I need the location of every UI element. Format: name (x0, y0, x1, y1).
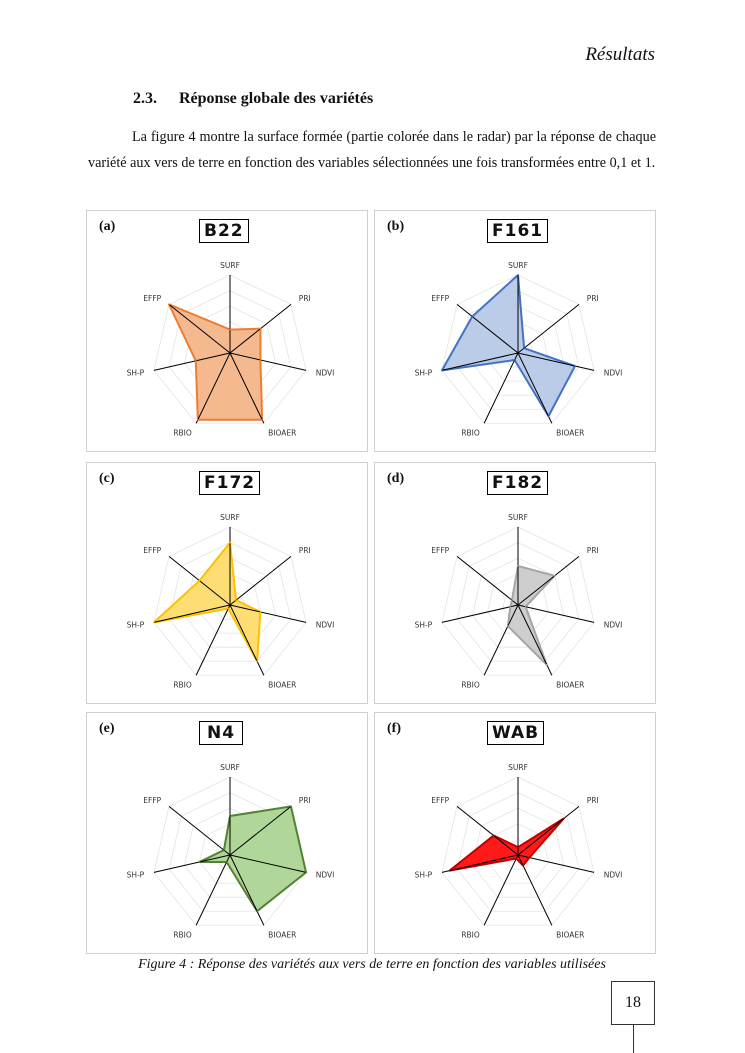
axis-label-bioaer: BIOAER (268, 680, 297, 690)
data-point-pri (523, 347, 525, 349)
data-point-pri (563, 818, 565, 820)
data-point-effp (493, 835, 495, 837)
panel-letter: (e) (99, 721, 115, 736)
data-point-pri (235, 599, 237, 601)
axis-label-pri: PRI (586, 294, 599, 304)
data-point-pri (260, 328, 262, 330)
axis-label-ndvi: NDVI (603, 620, 623, 630)
variety-name: N4 (199, 721, 243, 745)
axis-label-sh-p: SH-P (126, 620, 145, 630)
axis-label-pri: PRI (586, 546, 599, 556)
axis-label-effp: EFFP (143, 796, 162, 806)
axis-line-rbio (484, 605, 518, 675)
radar-chart (375, 713, 657, 955)
axis-label-sh-p: SH-P (414, 870, 433, 880)
radar-panel-wab (374, 712, 656, 954)
axis-label-sh-p: SH-P (414, 368, 433, 378)
variety-name: F172 (199, 471, 260, 495)
page-number: 18 (611, 981, 655, 1025)
data-point-sh-p (441, 370, 443, 372)
series-area (169, 304, 262, 419)
axis-label-effp: EFFP (431, 294, 450, 304)
data-point-bioaer (256, 910, 258, 912)
data-point-bioaer (261, 419, 263, 421)
axis-line-rbio (196, 605, 230, 675)
variety-name: F161 (487, 219, 548, 243)
axis-label-rbio: RBIO (461, 680, 480, 690)
data-point-rbio (226, 861, 228, 863)
axis-label-ndvi: NDVI (315, 368, 335, 378)
data-point-effp (199, 580, 201, 582)
axis-label-surf: SURF (220, 763, 240, 772)
data-point-ndvi (525, 606, 527, 608)
axis-label-pri: PRI (298, 796, 311, 806)
data-point-rbio (507, 625, 509, 627)
radar-panel-n4 (86, 712, 368, 954)
data-point-bioaer (548, 415, 550, 417)
data-point-rbio (197, 419, 199, 421)
data-point-ndvi (574, 365, 576, 367)
axis-label-ndvi: NDVI (603, 870, 623, 880)
axis-label-pri: PRI (298, 294, 311, 304)
data-point-rbio (514, 359, 516, 361)
axis-label-sh-p: SH-P (414, 620, 433, 630)
data-point-pri (290, 806, 292, 808)
page-number-rule (633, 1025, 634, 1053)
panel-letter: (f) (387, 721, 401, 736)
axis-label-rbio: RBIO (173, 428, 192, 438)
axis-label-surf: SURF (508, 513, 528, 522)
data-point-sh-p (195, 360, 197, 362)
variety-name: B22 (199, 219, 249, 243)
axis-label-pri: PRI (586, 796, 599, 806)
data-point-pri (554, 575, 556, 577)
axis-label-effp: EFFP (143, 546, 162, 556)
section-number: 2.3. (133, 90, 157, 107)
data-point-effp (223, 849, 225, 851)
axis-label-surf: SURF (508, 261, 528, 270)
data-point-surf (517, 274, 519, 276)
radar-panel-f182 (374, 462, 656, 704)
data-point-rbio (516, 858, 518, 860)
data-point-sh-p (153, 622, 155, 624)
axis-label-bioaer: BIOAER (556, 428, 585, 438)
panel-letter: (a) (99, 219, 116, 234)
data-point-surf (229, 329, 231, 331)
data-point-surf (229, 815, 231, 817)
axis-label-effp: EFFP (431, 796, 450, 806)
data-point-ndvi (305, 872, 307, 874)
data-point-sh-p (510, 606, 512, 608)
figure-caption: Figure 4 : Réponse des variétés aux vers de terre en fonction des variables utilisées (138, 957, 606, 972)
data-point-effp (511, 599, 513, 601)
axis-label-surf: SURF (220, 513, 240, 522)
axis-label-effp: EFFP (431, 546, 450, 556)
data-point-effp (168, 304, 170, 306)
data-point-bioaer (546, 664, 548, 666)
axis-label-surf: SURF (508, 763, 528, 772)
axis-label-ndvi: NDVI (315, 620, 335, 630)
radar-panel-b22 (86, 210, 368, 452)
section-heading (133, 90, 373, 108)
data-point-ndvi (260, 611, 262, 613)
data-point-surf (517, 846, 519, 848)
data-point-surf (517, 565, 519, 567)
axis-label-surf: SURF (220, 261, 240, 270)
radar-chart (87, 713, 369, 955)
radar-chart (87, 463, 369, 705)
axis-label-rbio: RBIO (173, 930, 192, 940)
section-title-text: Réponse globale des variétés (179, 90, 374, 107)
axis-label-rbio: RBIO (461, 428, 480, 438)
axis-label-effp: EFFP (143, 294, 162, 304)
axis-label-sh-p: SH-P (126, 870, 145, 880)
data-point-sh-p (449, 870, 451, 872)
axis-label-rbio: RBIO (461, 930, 480, 940)
body-paragraph: La figure 4 montre la surface formée (partie colorée dans le radar) par la réponse de chaque variété aux vers de terre en fonction des variables sélectionnées une fois transformées entre 0,1 et 1. (88, 129, 656, 171)
axis-label-bioaer: BIOAER (268, 930, 297, 940)
axis-label-ndvi: NDVI (603, 368, 623, 378)
axis-label-bioaer: BIOAER (556, 930, 585, 940)
radar-panel-f172 (86, 462, 368, 704)
axis-label-rbio: RBIO (173, 680, 192, 690)
data-point-ndvi (260, 359, 262, 361)
axis-label-bioaer: BIOAER (268, 428, 297, 438)
radar-chart (375, 211, 657, 453)
axis-line-rbio (484, 855, 518, 925)
data-point-surf (229, 542, 231, 544)
radar-chart (375, 463, 657, 705)
data-point-ndvi (529, 857, 531, 859)
axis-label-bioaer: BIOAER (556, 680, 585, 690)
panel-letter: (c) (99, 471, 115, 486)
axis-line-rbio (196, 855, 230, 925)
radar-chart (87, 211, 369, 453)
axis-label-ndvi: NDVI (315, 870, 335, 880)
data-point-sh-p (199, 861, 201, 863)
data-point-bioaer (256, 660, 258, 662)
data-point-effp (471, 316, 473, 318)
data-point-bioaer (522, 865, 524, 867)
running-header: Résultats (585, 44, 655, 65)
variety-name: F182 (487, 471, 548, 495)
variety-name: WAB (487, 721, 544, 745)
radar-panel-f161 (374, 210, 656, 452)
panel-letter: (d) (387, 471, 405, 486)
panel-letter: (b) (387, 219, 405, 234)
axis-label-sh-p: SH-P (126, 368, 145, 378)
axis-label-pri: PRI (298, 546, 311, 556)
data-point-rbio (228, 608, 230, 610)
